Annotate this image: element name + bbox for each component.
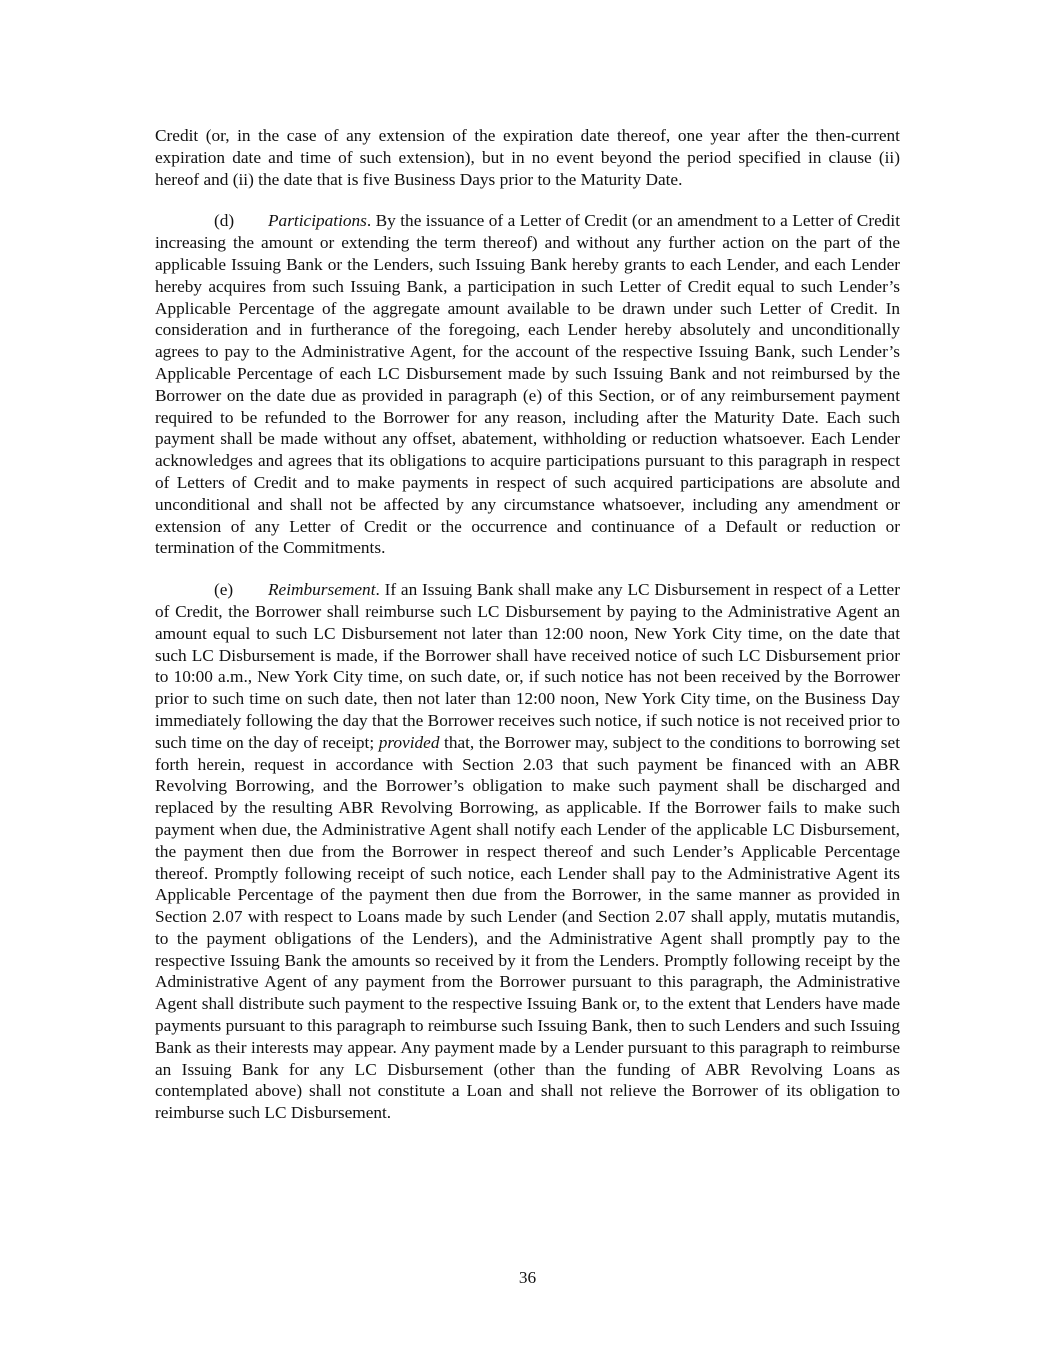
section-d-body: . By the issuance of a Letter of Credit (or an amendment to a Letter of Credit increasing the amount or extending the term thereof) and without any further action on the part of the applicable Issuing Bank or the Lenders, such Issuing Bank hereby grants to each Lender, and each Lender hereby acquires from such Issuing Bank, a participation in such Letter of Credit equal to such Lender’s Applicable Percentage of the aggregate amount available to be drawn under such Letter of Credit. In consideration and in furtherance of the foregoing, each Lender hereby absolutely and unconditionally agrees to pay to the Administrative Agent, for the account of the respective Issuing Bank, such Lender’s Applicable Percentage of each LC Disbursement made by such Issuing Bank and not reimbursed by the Borrower on the date due as provided in paragraph (e) of this Section, or of any reimbursement payment required to be refunded to the Borrower for any reason, including after the Maturity Date. Each such payment shall be made without any offset, abatement, withholding or reduction whatsoever. Each Lender acknowledges and agrees that its obligations to acquire participations pursuant to this paragraph in respect of Letters of Credit and to make payments in respect of such acquired participations are absolute and unconditional and shall not be affected by any circumstance whatsoever, including any amendment or extension of any Letter of Credit or the occurrence and continuance of a Default or reduction or termination of the Commitments.	[155, 211, 900, 558]
section-d-heading: Participations	[268, 211, 367, 231]
section-e-paragraph	[155, 579, 900, 1124]
section-d-label: (d)	[214, 211, 235, 231]
provided-term: provided	[378, 732, 440, 752]
section-e-body-part-1: . If an Issuing Bank shall make any LC Disbursement in respect of a Letter of Credit, the Borrower shall reimburse such LC Disbursement by paying to the Administrative Agent an amount equal to such LC Disbursement not later than 12:00 noon, New York City time, on the date that such LC Disbursement is made, if the Borrower shall have received notice of such LC Disbursement prior to 10:00 a.m., New York City time, on such date, or, if such notice has not been received by the Borrower prior to such time on such date, then not later than 12:00 noon, New York City time, on the Business Day immediately following the day that the Borrower receives such notice, if such notice is not received prior to such time on the day of receipt;	[155, 580, 900, 752]
section-e-label: (e)	[214, 580, 234, 600]
page-number: 36	[518, 1268, 537, 1287]
continuation-paragraph: Credit (or, in the case of any extension of the expiration date thereof, one year after the then-current expiration date and time of such extension), but in no event beyond the period specified in clause (ii) hereof and (ii) the date that is five Business Days prior to the Maturity Date.	[155, 126, 900, 189]
section-e-body-part-2: that, the Borrower may, subject to the conditions to borrowing set forth herein, request in accordance with Section 2.03 that such payment be financed with an ABR Revolving Borrowing, and the Borrower’s obligation to make such payment shall be discharged and replaced by the resulting ABR Revolving Borrowing, as applicable. If the Borrower fails to make such payment when due, the Administrative Agent shall notify each Lender of the applicable LC Disbursement, the payment then due from the Borrower in respect thereof and such Lender’s Applicable Percentage thereof. Promptly following receipt of such notice, each Lender shall pay to the Administrative Agent its Applicable Percentage of the payment then due from the Borrower, in the same manner as provided in Section 2.07 with respect to Loans made by such Lender (and Section 2.07 shall apply, mutatis mutandis, to the payment obligations of the Lenders), and the Administrative Agent shall promptly pay to the respective Issuing Bank the amounts so received by it from the Lenders. Promptly following receipt by the Administrative Agent of any payment from the Borrower pursuant to this paragraph, the Administrative Agent shall distribute such payment to the respective Issuing Bank or, to the extent that Lenders have made payments pursuant to this paragraph to reimburse such Issuing Bank, then to such Lenders and such Issuing Bank as their interests may appear. Any payment made by a Lender pursuant to this paragraph to reimburse an Issuing Bank for any LC Disbursement (other than the funding of ABR Revolving Loans as contemplated above) shall not constitute a Loan and shall not relieve the Borrower of its obligation to reimburse such LC Disbursement.	[155, 732, 901, 1123]
section-e-heading: Reimbursement	[268, 580, 376, 600]
section-d-paragraph	[155, 210, 900, 559]
document-page	[155, 125, 900, 1124]
